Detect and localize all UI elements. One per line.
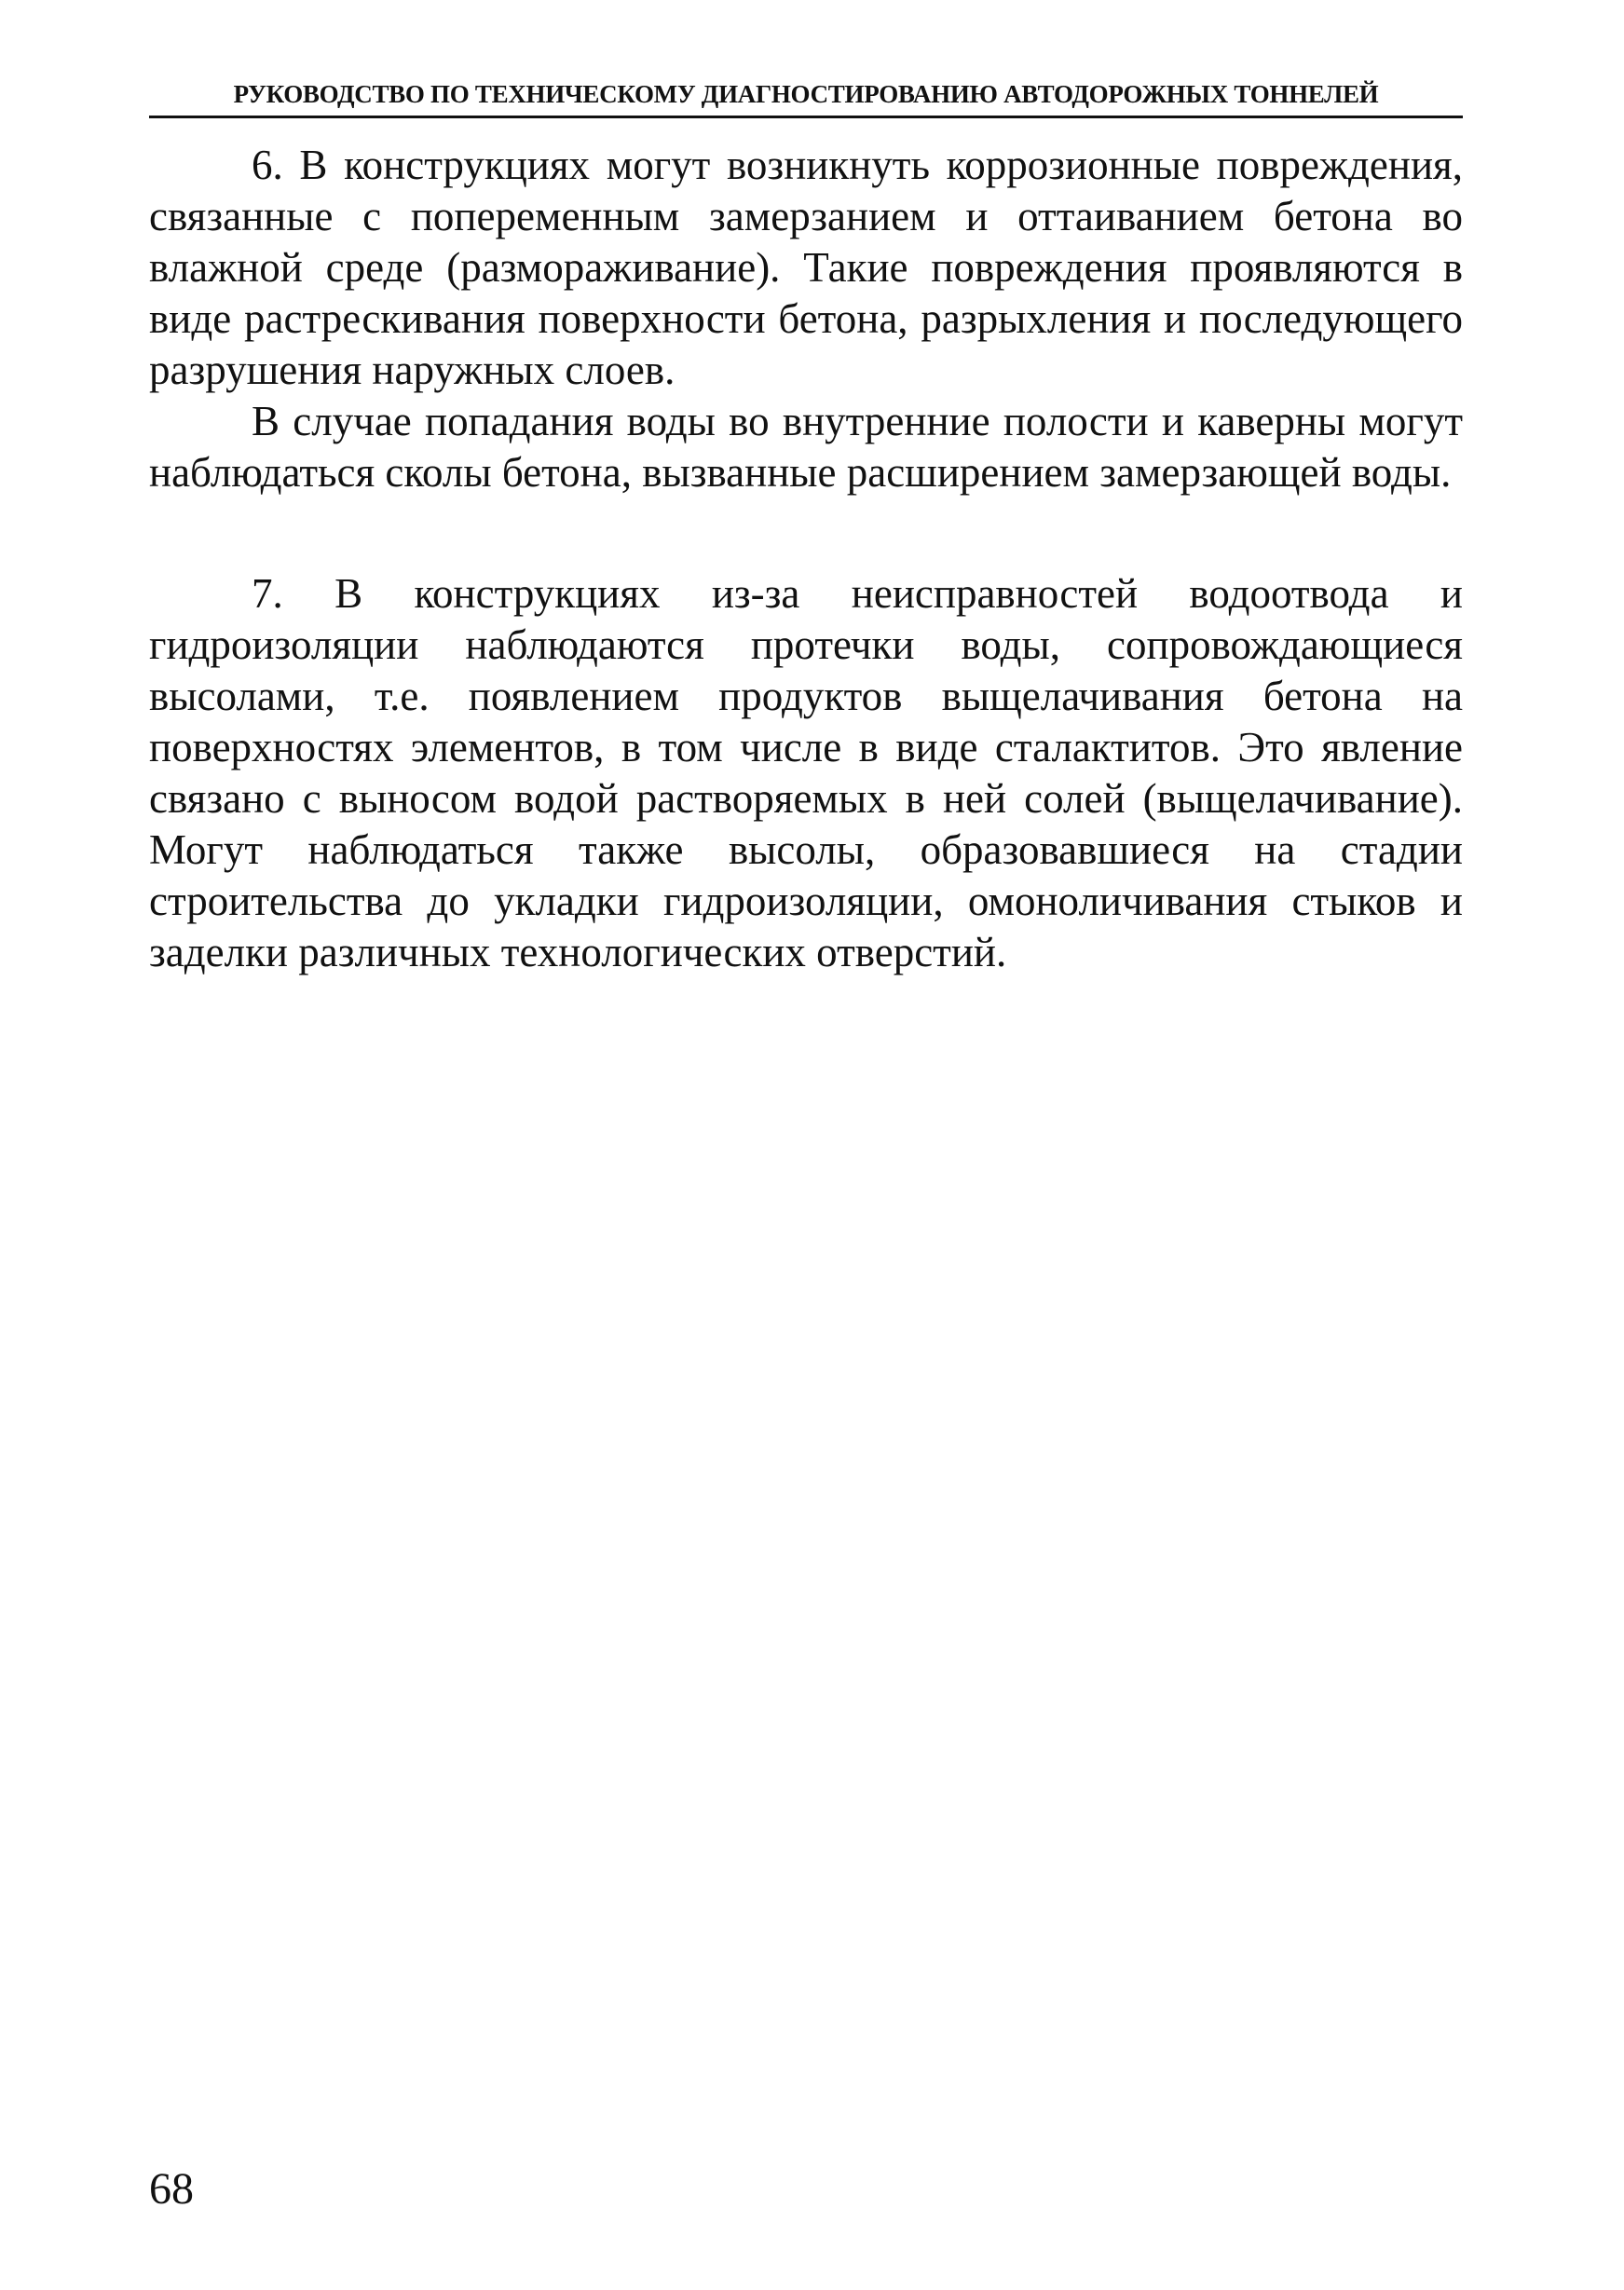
paragraph-7: 7. В конструкциях из-за неисправностей водоотвода и гидроизоляции наблюдаются протечки воды, сопровождающиеся высолами, т.е. появлением продуктов выщелачивания бетона на поверхностях элементов, в том числе в виде сталактитов. Это явление связано с выносом водой растворяемых в ней солей (выщелачивание). Могут наблюдаться также высолы, образовавшиеся на стадии строительства до укладки гидроизоляции, омоноличивания стыков и заделки различных технологических отверстий. [149, 570, 1463, 975]
running-header: РУКОВОДСТВО ПО ТЕХНИЧЕСКОМУ ДИАГНОСТИРОВАНИЮ АВТОДОРОЖНЫХ ТОННЕЛЕЙ [233, 80, 1379, 108]
body-text [149, 140, 1463, 978]
paragraph-spacer [149, 498, 1463, 568]
paragraph-6-continuation: В случае попадания воды во внутренние полости и каверны могут наблюдаться сколы бетона, вызванные расширением замерзающей воды. [149, 398, 1463, 496]
paragraph-6: 6. В конструкциях могут возникнуть коррозионные повреждения, связанные с попеременным замерзанием и оттаиванием бетона во влажной среде (размораживание). Такие повреждения проявляются в виде растрескивания поверхности бетона, разрыхления и последующего разрушения наружных слоев. [149, 142, 1463, 393]
header-rule [149, 116, 1463, 118]
page-number: 68 [149, 2164, 194, 2214]
